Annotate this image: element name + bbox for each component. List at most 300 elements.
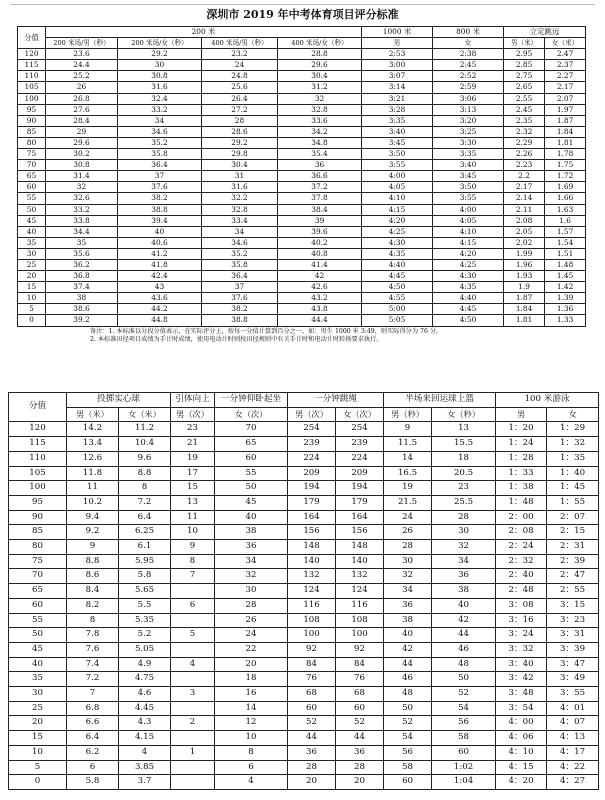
table-cell: 1.99 [504,248,545,259]
table-cell: 209 [336,466,384,481]
table-cell: 3:20 [433,115,504,126]
table-cell: 4.15 [119,731,171,746]
note-line: 2. 本标准田径项目成绩为手计时成绩，使用电动计时则按田径规则中有关手计时和电动计时转换要求执行。 [90,336,383,344]
table-cell: 1.42 [545,282,586,293]
table-row [9,495,599,510]
table-cell: 2.75 [504,71,545,82]
table-cell [171,672,215,687]
table-cell: 2：08 [496,525,547,540]
note-line: 备注：1. 本标准以分段分值表示，在实际评分上，按每一分值计算到百分之一，如：男生 1000 米 3:49，则实际得分为 76 分。 [90,328,443,335]
score-cell: 25 [18,259,46,270]
table-row [9,687,599,702]
table-cell: 16 [215,687,288,702]
table-cell: 56 [432,716,496,731]
table-cell: 4：00 [496,716,547,731]
table-row [9,628,599,643]
score-cell: 115 [18,60,46,71]
table-cell: 38 [384,613,432,628]
table-cell: 1：40 [547,466,599,481]
table-cell: 2 [171,716,215,731]
table-cell: 20 [336,775,384,790]
table-row [18,115,586,126]
table-cell: 40.6 [118,237,202,248]
table-cell: 44 [336,731,384,746]
table-cell: 10 [171,525,215,540]
table-cell: 3：39 [547,642,599,657]
table-cell: 38.2 [202,304,278,315]
table-cell: 34.8 [278,137,362,148]
table-cell: 1.48 [545,259,586,270]
table-cell: 5:00 [362,304,433,315]
table-cell: 28.8 [278,49,362,60]
table-cell: 1.75 [545,160,586,171]
table-cell: 2.47 [545,49,586,60]
table-cell: 6.4 [67,731,119,746]
table-cell: 4:40 [362,259,433,270]
score-cell: 75 [9,554,67,569]
table-row [18,282,586,293]
table-cell: 55 [215,466,288,481]
table-cell: 1：29 [547,422,599,437]
table-cell: 39 [278,215,362,226]
table-cell: 3:45 [433,171,504,182]
table-cell: 23.6 [46,49,118,60]
table-cell: 70 [215,422,288,437]
table-cell: 2.65 [504,82,545,93]
table-cell: 20 [288,775,336,790]
table-cell: 4 [215,775,288,790]
score-cell: 15 [18,282,46,293]
table-cell: 4：07 [547,716,599,731]
table-cell: 4:50 [362,282,433,293]
table-cell: 2.17 [545,82,586,93]
table-row [18,104,586,115]
table-cell: 30.8 [46,160,118,171]
table-cell: 43.2 [278,293,362,304]
table-cell: 26 [215,613,288,628]
table-cell: 38.2 [118,193,202,204]
score-cell: 120 [9,422,67,437]
table-cell: 2:38 [433,49,504,60]
table-cell: 5.8 [119,569,171,584]
table-cell: 7.4 [67,657,119,672]
table-cell: 43 [118,282,202,293]
table-cell: 2.02 [504,237,545,248]
table-cell: 10.2 [67,495,119,510]
score-cell: 110 [9,451,67,466]
table-cell: 140 [288,554,336,569]
table-cell: 40.8 [278,248,362,259]
table-cell: 40 [384,628,432,643]
table-row [18,182,586,193]
table-cell: 1.33 [545,315,586,326]
table-cell: 2.32 [504,126,545,137]
table-cell: 13 [432,422,496,437]
table-cell: 30 [118,60,202,71]
score-cell: 5 [9,760,67,775]
table-row [9,554,599,569]
table-cell: 33.8 [46,215,118,226]
table-cell: 52 [336,716,384,731]
table-cell: 1.72 [545,171,586,182]
score-cell: 80 [18,137,46,148]
table-cell: 76 [288,672,336,687]
table-cell: 156 [336,525,384,540]
table-cell: 4 [119,745,171,760]
score-table-field-events [8,392,599,790]
score-cell: 60 [18,182,46,193]
table-cell: 38.6 [46,304,118,315]
subheader: 男（次） [288,407,336,422]
table-cell: 1.63 [545,204,586,215]
table-cell: 38 [215,525,288,540]
table-cell: 28 [202,115,278,126]
table-cell: 24.8 [202,71,278,82]
table-cell: 3：54 [496,701,547,716]
table-cell: 4:25 [362,226,433,237]
table-cell: 2.85 [504,60,545,71]
table-cell: 34.2 [278,126,362,137]
table-row [9,481,599,496]
table-cell: 24 [215,628,288,643]
table-cell: 4：22 [547,760,599,775]
table-cell: 42 [384,642,432,657]
table-cell: 22 [215,642,288,657]
score-cell: 100 [18,93,46,104]
table-cell: 32 [384,569,432,584]
subheader: 女（米） [119,407,171,422]
table-cell: 52 [288,716,336,731]
table-cell: 4:30 [433,271,504,282]
table-cell: 1：20 [496,422,547,437]
table-cell: 46 [384,672,432,687]
table-cell: 224 [288,451,336,466]
table-cell: 34 [432,554,496,569]
table-cell: 2.45 [504,104,545,115]
table-cell: 28 [215,598,288,613]
score-cell: 95 [18,104,46,115]
score-cell: 30 [9,687,67,702]
table-cell: 38.8 [202,315,278,326]
table-cell: 5.05 [119,642,171,657]
table-cell [171,584,215,599]
table-cell: 194 [288,481,336,496]
table-cell: 4：15 [496,760,547,775]
table-cell: 35.8 [118,149,202,160]
score-cell: 0 [9,775,67,790]
score-cell: 20 [18,271,46,282]
table-cell: 100 [288,628,336,643]
table-cell: 2.05 [504,226,545,237]
score-header: 分值 [18,27,46,49]
table-cell: 2.17 [504,182,545,193]
table-cell: 40 [215,510,288,525]
table-cell: 179 [336,495,384,510]
table-cell: 1.81 [504,315,545,326]
table-cell: 41.2 [118,248,202,259]
table-cell: 3：24 [496,628,547,643]
table-cell: 29.2 [118,49,202,60]
subheader: 女（秒） [432,407,496,422]
table-cell: 1.96 [504,259,545,270]
table-cell: 9 [384,422,432,437]
table-cell: 68 [288,687,336,702]
table-cell: 9.4 [67,510,119,525]
table-cell: 11 [171,510,215,525]
score-cell: 45 [9,642,67,657]
table-row [9,569,599,584]
table-cell: 3:14 [362,82,433,93]
table-cell: 2:45 [433,60,504,71]
score-cell: 0 [18,315,46,326]
table-cell: 29.8 [202,149,278,160]
table-cell: 15 [171,481,215,496]
group-header-1000m: 1000 米 [362,27,433,38]
table-cell: 32.8 [278,104,362,115]
subheader: 男（米） [67,407,119,422]
table-cell: 52 [432,687,496,702]
table-cell: 4:25 [433,259,504,270]
table-cell: 1.78 [545,149,586,160]
score-cell: 45 [18,215,46,226]
subheader: 女（次） [336,407,384,422]
table2-body [9,422,599,790]
table-cell: 48 [384,687,432,702]
table-cell: 1：32 [547,437,599,452]
table-cell: 4:35 [433,282,504,293]
table-cell: 26.4 [202,93,278,104]
table-cell: 3：47 [547,657,599,672]
table-cell: 31 [202,171,278,182]
table-cell: 3：48 [496,687,547,702]
subheader: 女 [547,407,599,422]
table-row [18,271,586,282]
table-cell: 12.6 [67,451,119,466]
table-row [18,193,586,204]
table-cell: 2：39 [547,554,599,569]
table-cell: 33.2 [46,204,118,215]
table-row [9,672,599,687]
table-cell: 2：48 [496,584,547,599]
table-cell: 33.6 [278,115,362,126]
table-cell: 7.8 [67,628,119,643]
table-cell: 4:45 [362,271,433,282]
table-cell: 42.4 [118,271,202,282]
table-cell: 2.95 [504,49,545,60]
table-cell: 239 [336,437,384,452]
table-cell: 3：40 [496,657,547,672]
table-cell: 92 [336,642,384,657]
table-cell: 60 [384,775,432,790]
table-cell: 23.2 [202,49,278,60]
table-row [18,315,586,326]
table-cell: 3:06 [433,93,504,104]
score-cell: 70 [9,569,67,584]
table-cell: 16.5 [384,466,432,481]
table-cell: 6.25 [119,525,171,540]
table-cell: 1.69 [545,182,586,193]
table-cell: 84 [288,657,336,672]
table-cell: 38.4 [278,204,362,215]
score-cell: 25 [9,701,67,716]
score-cell: 35 [18,237,46,248]
table-cell: 4：10 [496,745,547,760]
table-cell: 37.4 [46,282,118,293]
table-cell: 4:10 [362,193,433,204]
score-cell: 55 [9,613,67,628]
table-cell: 5.65 [119,584,171,599]
table-row [9,613,599,628]
table-cell: 4:20 [362,215,433,226]
table-cell: 3：42 [496,672,547,687]
table-cell: 2.08 [504,215,545,226]
table-cell: 35.8 [202,259,278,270]
table-cell: 4：27 [547,775,599,790]
table-cell: 44 [384,657,432,672]
table-cell: 46 [432,642,496,657]
table-cell: 4:15 [362,204,433,215]
table-row [9,642,599,657]
table-cell: 3:35 [433,149,504,160]
table-cell: 54 [432,701,496,716]
table-cell: 148 [288,540,336,555]
table-cell: 108 [336,613,384,628]
table-row [9,598,599,613]
table-cell: 50 [384,701,432,716]
table-cell: 4:05 [362,182,433,193]
table-cell: 8.8 [67,554,119,569]
table-cell: 37.6 [202,293,278,304]
table-row [9,657,599,672]
score-cell: 10 [9,745,67,760]
table-cell: 60 [288,701,336,716]
table-cell: 4.6 [119,687,171,702]
table-cell: 5 [171,628,215,643]
score-cell: 90 [9,510,67,525]
table-cell: 8 [215,745,288,760]
table-cell: 28 [432,510,496,525]
table-cell [171,613,215,628]
table-cell: 36.4 [118,160,202,171]
table-cell: 30 [215,584,288,599]
table-cell: 28 [336,760,384,775]
table-cell: 4:00 [362,171,433,182]
table-cell: 13 [171,495,215,510]
table-cell: 19 [384,481,432,496]
table-cell: 4:00 [433,204,504,215]
table-cell: 2：32 [496,554,547,569]
group-header-200m: 200 米 [46,27,362,38]
table-cell: 34.4 [46,226,118,237]
table-cell: 58 [384,760,432,775]
table-cell: 60 [215,451,288,466]
score-cell: 85 [9,525,67,540]
table-cell: 34.6 [202,237,278,248]
group-header-800m: 800 米 [433,27,504,38]
table-row [18,304,586,315]
table-cell: 1.6 [545,215,586,226]
table-cell: 164 [336,510,384,525]
table-cell: 5.95 [119,554,171,569]
table-cell: 7.6 [67,642,119,657]
table-cell: 4：06 [496,731,547,746]
group-header-basketball: 半场来回运球上篮 [384,393,496,408]
table-cell: 6.1 [119,540,171,555]
table-cell: 10 [215,731,288,746]
page-title: 深圳市 2019 年中考体育项目评分标准 [206,8,399,21]
table-cell: 42 [278,271,362,282]
table-row [18,215,586,226]
table-cell: 7.2 [119,495,171,510]
subheader: 男（秒） [384,407,432,422]
table-cell: 8 [171,554,215,569]
table-cell: 20 [215,657,288,672]
table-cell: 8.6 [67,569,119,584]
table-cell: 31.6 [118,82,202,93]
table-cell: 60 [432,745,496,760]
table-row [18,293,586,304]
table-cell: 35.2 [202,248,278,259]
table-cell: 68 [336,687,384,702]
table-cell: 3:21 [362,93,433,104]
table-cell: 1.9 [504,282,545,293]
score-table-track-jump [17,26,586,327]
table-cell: 6.2 [67,745,119,760]
table-cell: 3:45 [362,137,433,148]
group-header-standing-jump: 立定跳远 [504,27,586,38]
table-cell: 54 [384,731,432,746]
score-cell: 40 [18,226,46,237]
score-cell: 40 [9,657,67,672]
table-row [9,745,599,760]
table-cell: 1.66 [545,193,586,204]
table-cell: 3：55 [547,687,599,702]
group-header-situp: 一分钟仰卧起坐 [215,393,288,408]
table-cell: 3：23 [547,613,599,628]
subheader: 女（次） [215,407,288,422]
table-cell: 3:28 [362,104,433,115]
table-cell: 3:40 [362,126,433,137]
table-cell: 45 [215,495,288,510]
table-cell: 1.84 [504,304,545,315]
table-cell: 30.4 [278,71,362,82]
table-cell: 2：24 [496,540,547,555]
table-cell: 132 [336,569,384,584]
score-cell: 105 [18,82,46,93]
table-cell: 3：32 [496,642,547,657]
table-cell: 1.93 [504,271,545,282]
table-row [9,716,599,731]
table-cell: 32 [215,569,288,584]
table-cell: 1：35 [547,451,599,466]
table-cell: 7 [67,687,119,702]
table-cell: 2.35 [504,115,545,126]
table-row [18,237,586,248]
table-cell: 50 [215,481,288,496]
table-cell: 28.4 [46,115,118,126]
table-row [9,760,599,775]
table-cell: 3：15 [547,598,599,613]
table-cell: 100 [336,628,384,643]
table-cell: 1.97 [545,104,586,115]
table-row [18,160,586,171]
table-cell: 58 [432,731,496,746]
table-cell: 24 [384,510,432,525]
table-cell: 6 [171,598,215,613]
table-cell: 9 [67,540,119,555]
table-cell: 37 [118,171,202,182]
table-cell: 3:55 [362,160,433,171]
